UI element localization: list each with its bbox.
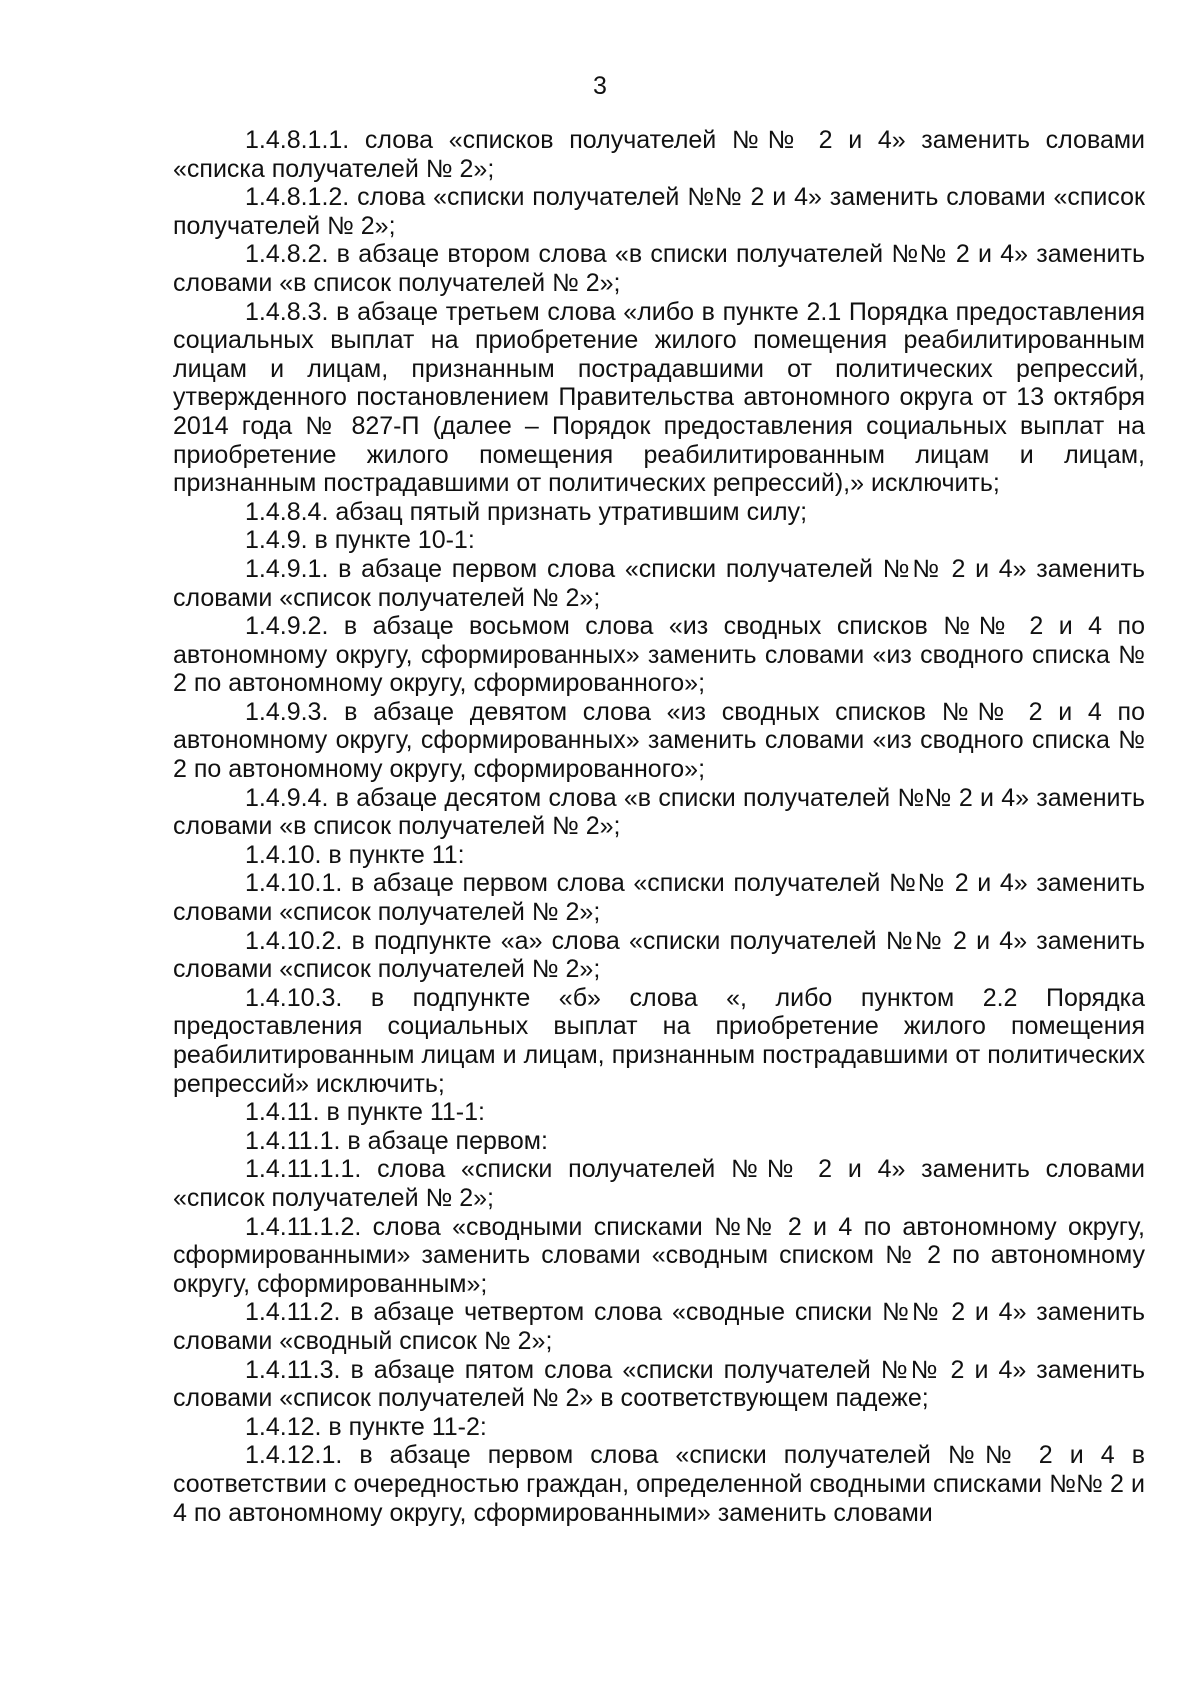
paragraph-1-4-8-4: 1.4.8.4. абзац пятый признать утратившим силу; (245, 497, 808, 526)
paragraph-1-4-11-1-2: 1.4.11.1.2. слова «сводными списками №№ 2 и 4 по автономному округу, сформированными» заменить словами «сводным списком № 2 по автономному округу, сформированным»; (173, 1212, 1145, 1298)
page-number: 3 (593, 72, 607, 100)
paragraph-1-4-9: 1.4.9. в пункте 10-1: (245, 526, 475, 555)
paragraph-1-4-10-2: 1.4.10.2. в подпункте «а» слова «списки получателей №№ 2 и 4» заменить словами «список получателей № 2»; (173, 926, 1145, 984)
paragraph-1-4-8-3: 1.4.8.3. в абзаце третьем слова «либо в пункте 2.1 Порядка предоставления социальных выплат на приобретение жилого помещения реабилитированным лицам и лицам, признанным пострадавшими от политических репрессий, утвержденного постановлением Правительства автономного округа от 13 октября 2014 года № 827-П (далее – Порядок предоставления социальных выплат на приобретение жилого помещения реабилитированным лицам и лицам, признанным пострадавшими от политических репрессий),» исключить; (173, 297, 1145, 498)
paragraph-1-4-10-1: 1.4.10.1. в абзаце первом слова «списки получателей №№ 2 и 4» заменить словами «список получателей № 2»; (173, 869, 1145, 927)
paragraph-1-4-8-1-1: 1.4.8.1.1. слова «списков получателей №№ 2 и 4» заменить словами «списка получателей № 2»; (173, 126, 1145, 183)
paragraph-1-4-11-1-1: 1.4.11.1.1. слова «списки получателей №№ 2 и 4» заменить словами «список получателей № 2»; (173, 1155, 1145, 1212)
paragraph-1-4-10-3: 1.4.10.3. в подпункте «б» слова «, либо пунктом 2.2 Порядка предоставления социальных выплат на приобретение жилого помещения реабилитированным лицам и лицам, признанным пострадавшими от политических репрессий» исключить; (173, 983, 1145, 1098)
paragraph-1-4-10: 1.4.10. в пункте 11: (245, 840, 465, 869)
paragraph-1-4-9-3: 1.4.9.3. в абзаце девятом слова «из сводных списков №№ 2 и 4 по автономному округу, сформированных» заменить словами «из сводного списка № 2 по автономному округу, сформированного»; (173, 697, 1145, 784)
paragraph-1-4-9-4: 1.4.9.4. в абзаце десятом слова «в списки получателей №№ 2 и 4» заменить словами «в список получателей № 2»; (173, 783, 1145, 841)
paragraph-1-4-11-1: 1.4.11.1. в абзаце первом: (245, 1126, 548, 1155)
paragraph-1-4-8-1-2: 1.4.8.1.2. слова «списки получателей №№ 2 и 4» заменить словами «список получателей № 2»; (173, 183, 1145, 240)
document-body (173, 126, 1145, 1527)
paragraph-1-4-11-3: 1.4.11.3. в абзаце пятом слова «списки получателей №№ 2 и 4» заменить словами «список получателей № 2» в соответствующем падеже; (173, 1355, 1145, 1413)
paragraph-1-4-11-2: 1.4.11.2. в абзаце четвертом слова «сводные списки №№ 2 и 4» заменить словами «сводный список № 2»; (173, 1298, 1145, 1355)
paragraph-1-4-9-1: 1.4.9.1. в абзаце первом слова «списки получателей №№ 2 и 4» заменить словами «список получателей № 2»; (173, 554, 1145, 612)
paragraph-1-4-9-2: 1.4.9.2. в абзаце восьмом слова «из сводных списков №№ 2 и 4 по автономному округу, сформированных» заменить словами «из сводного списка № 2 по автономному округу, сформированного»; (173, 612, 1145, 698)
paragraph-1-4-12-1: 1.4.12.1. в абзаце первом слова «списки получателей №№ 2 и 4 в соответствии с очередностью граждан, определенной сводными списками №№ 2 и 4 по автономному округу, сформированными» заменить словами (173, 1441, 1145, 1527)
paragraph-1-4-11: 1.4.11. в пункте 11-1: (245, 1098, 485, 1127)
paragraph-1-4-12: 1.4.12. в пункте 11-2: (245, 1412, 487, 1441)
paragraph-1-4-8-2: 1.4.8.2. в абзаце втором слова «в списки получателей №№ 2 и 4» заменить словами «в список получателей № 2»; (173, 240, 1145, 297)
